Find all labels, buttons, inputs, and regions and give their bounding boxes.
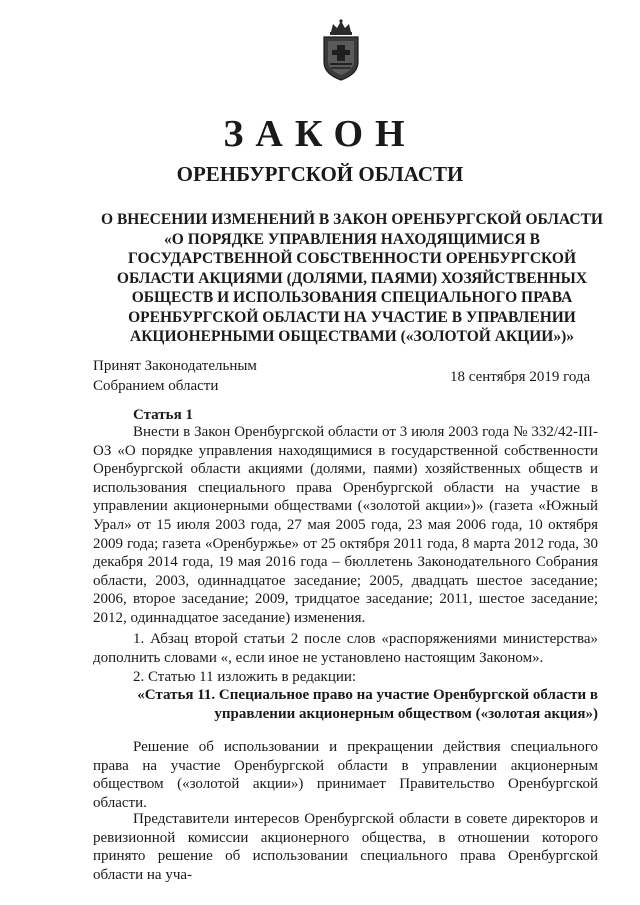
adoption-date: 18 сентября 2019 года bbox=[450, 369, 591, 385]
article-11-paragraph-2 bbox=[93, 810, 598, 884]
article-1-body bbox=[93, 423, 598, 628]
amendment-text: 1. Абзац второй статьи 2 после слов «распоряжениями министерства» дополнить словами «, если иное не установлено настоящим Законом». bbox=[93, 631, 598, 666]
article-11-paragraph-1 bbox=[93, 738, 598, 812]
adoption-line: Собранием области bbox=[93, 378, 219, 394]
article-1-paragraph: Внести в Закон Оренбургской области от 3 июля 2003 года № 332/42-III-ОЗ «О порядке управления находящимися в государственной собственности Оренбургской области акциями (долями, паями) хозяйственных обществ и использования специального права Оренбургской области на участие в управлении акционерными обществами («золотой акции»)» (газета «Южный Урал» от 15 июля 2003 года, 27 мая 2005 года, 23 мая 2006 года, 10 октября 2009 года; газета «Оренбуржье» от 25 октября 2011 года, 8 марта 2012 года, 30 декабря 2014 года, 19 мая 2016 года – бюллетень Законодательного Собрания области, 2003, одиннадцатое заседание; 2005, двадцать шестое заседание; 2006, второе заседание; 2009, тридцатое заседание; 2011, шестое заседание; 2012, одиннадцатое заседание) изменения. bbox=[93, 424, 598, 626]
amendment-item-2 bbox=[93, 668, 598, 687]
adoption-line: Принят Законодательным bbox=[93, 358, 257, 374]
paragraph-text: Решение об использовании и прекращении действия специального права на участие Оренбургской области в управлении акционерным обществом («золотой акции») принимает Правительство Оренбургской области. bbox=[93, 739, 598, 811]
article-11-title: «Статья 11. Специальное право на участие Оренбургской области в управлении акционерным обществом («золотая акция») bbox=[137, 687, 598, 722]
adoption-note bbox=[93, 356, 257, 396]
article-1-label: Статья 1 bbox=[133, 407, 193, 423]
amendment-text: 2. Статью 11 изложить в редакции: bbox=[133, 669, 357, 685]
law-heading: О ВНЕСЕНИИ ИЗМЕНЕНИЙ В ЗАКОН ОРЕНБУРГСКОЙ ОБЛАСТИ «О ПОРЯДКЕ УПРАВЛЕНИЯ НАХОДЯЩИМИСЯ В ГОСУДАРСТВЕННОЙ СОБСТВЕННОСТИ ОРЕНБУРГСКОЙ ОБЛАСТИ АКЦИЯМИ (ДОЛЯМИ, ПАЯМИ) ХОЗЯЙСТВЕННЫХ ОБЩЕСТВ И ИСПОЛЬЗОВАНИЯ СПЕЦИАЛЬНОГО ПРАВА ОРЕНБУРГСКОЙ ОБЛАСТИ НА УЧАСТИЕ В УПРАВЛЕНИИ АКЦИОНЕРНЫМИ ОБЩЕСТВАМИ («ЗОЛОТОЙ АКЦИИ»)» bbox=[101, 211, 603, 345]
coat-of-arms-icon bbox=[318, 18, 364, 82]
paragraph-text: Представители интересов Оренбургской области в совете директоров и ревизионной комиссии акционерного общества, в отношении которого принято решение об использовании специального права Оренбургской области на уча- bbox=[93, 811, 598, 883]
law-title: ЗАКОН bbox=[223, 113, 417, 155]
region-title: ОРЕНБУРГСКОЙ ОБЛАСТИ bbox=[176, 162, 464, 186]
amendment-item-1 bbox=[93, 630, 598, 667]
